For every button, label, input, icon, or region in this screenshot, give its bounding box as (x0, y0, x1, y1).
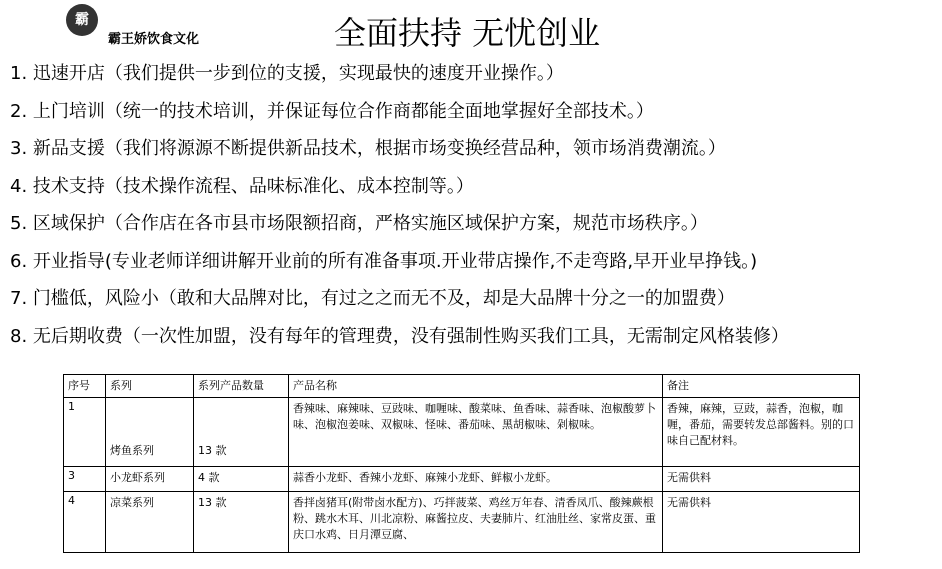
header-series: 系列 (106, 375, 194, 398)
benefit-item: 2. 上门培训（统一的技术培训，并保证每位合作商都能全面地掌握好全部技术。） (10, 100, 654, 122)
row-series: 凉菜系列 (106, 492, 194, 553)
table-row (64, 398, 860, 467)
benefit-list (10, 58, 940, 358)
row-products: 香辣味、麻辣味、豆豉味、咖喱味、酸菜味、鱼香味、蒜香味、泡椒酸萝卜味、泡椒泡姜味、双椒味、怪味、番茄味、黑胡椒味、剁椒味。 (289, 398, 663, 467)
row-note: 无需供料 (663, 492, 860, 553)
row-count: 13 款 (194, 398, 289, 467)
benefit-item: 3. 新品支援（我们将源源不断提供新品技术，根据市场变换经营品种，领市场消费潮流。） (10, 138, 726, 159)
benefit-item: 6. 开业指导(专业老师详细讲解开业前的所有准备事项.开业带店操作,不走弯路,早开业早挣钱。) (10, 250, 758, 272)
row-no: 3 (64, 467, 106, 492)
table-row (64, 467, 860, 492)
benefit-item: 1. 迅速开店（我们提供一步到位的支援，实现最快的速度开业操作。） (10, 63, 564, 84)
row-count: 4 款 (194, 467, 289, 492)
header-count: 系列产品数量 (194, 375, 289, 398)
benefit-item: 7. 门槛低，风险小（敢和大品牌对比，有过之之而无不及，却是大品牌十分之一的加盟费） (10, 288, 735, 309)
brand-name: 霸王娇饮食文化 (108, 32, 200, 47)
header-products: 产品名称 (289, 375, 663, 398)
row-no: 1 (64, 398, 106, 467)
page-title: 全面扶持 无忧创业 (334, 14, 601, 52)
row-products: 蒜香小龙虾、香辣小龙虾、麻辣小龙虾、鲜椒小龙虾。 (289, 467, 663, 492)
row-no: 4 (64, 492, 106, 553)
row-note: 无需供料 (663, 467, 860, 492)
product-table (63, 374, 860, 553)
header-note: 备注 (663, 375, 860, 398)
row-series: 烤鱼系列 (106, 398, 194, 467)
benefit-item: 8. 无后期收费（一次性加盟，没有每年的管理费，没有强制性购买我们工具，无需制定风格装修） (10, 325, 789, 347)
brand-logo: 霸 (66, 4, 98, 36)
header-no: 序号 (64, 375, 106, 398)
table-row (64, 492, 860, 553)
row-count: 13 款 (194, 492, 289, 553)
benefit-item: 5. 区域保护（合作店在各市县市场限额招商，严格实施区域保护方案，规范市场秩序。） (10, 213, 708, 234)
row-series: 小龙虾系列 (106, 467, 194, 492)
benefit-item: 4. 技术支持（技术操作流程、品味标准化、成本控制等。） (10, 175, 474, 197)
table-header-row (64, 375, 860, 398)
row-note: 香辣，麻辣，豆豉，蒜香，泡椒，咖喱，番茄，需要转发总部酱料。别的口味自己配材料。 (663, 398, 860, 467)
row-products: 香拌卤猪耳(附带卤水配方)、巧拌菠菜、鸡丝万年春、清香凤爪、酸辣蕨根粉、跳水木耳、川北凉粉、麻酱拉皮、夫妻肺片、红油肚丝、家常皮蛋、重庆口水鸡、日月潭豆腐、 (289, 492, 663, 553)
